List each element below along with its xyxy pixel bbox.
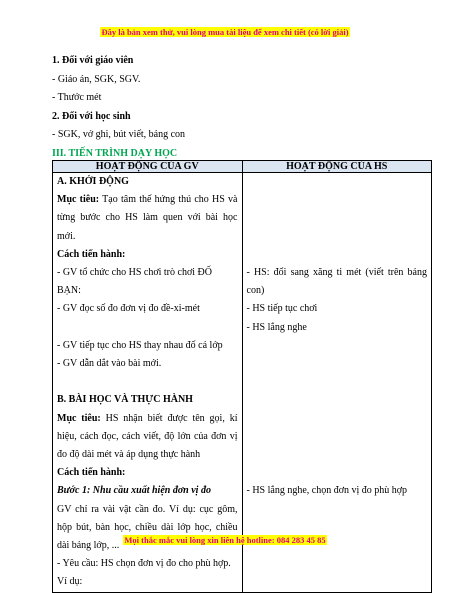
student-response: - HS tiếp tục chơi xyxy=(246,303,318,315)
step-line: - GV tổ chức cho HS chơi trò chơi ĐỐ BẠN: xyxy=(57,267,212,297)
blank-line xyxy=(247,173,428,191)
step-1-paragraph: GV chỉ ra vài vật cần đo. Ví dụ: cục gôm, hộp bút, bàn học, chiều dài lớp học, chiều dài bảng lớp, ... xyxy=(57,503,238,552)
procedure-label: Cách tiến hành: xyxy=(57,467,126,479)
step-line-spacer xyxy=(57,319,238,337)
preview-banner-text: Đây là bản xem thử, vui lòng mua tài liệu để xem chi tiết (có lời giải) xyxy=(101,27,349,37)
student-item: - SGK, vở ghi, bút viết, bảng con xyxy=(52,129,186,141)
blank-line xyxy=(247,391,428,409)
goal-label: Mục tiêu: xyxy=(57,412,101,424)
step-1-title: Bước 1: Nhu cầu xuất hiện đơn vị đo xyxy=(57,485,211,497)
header-teacher-activity: HOẠT ĐỘNG CỦA GV xyxy=(53,161,243,173)
blank-line xyxy=(247,428,428,446)
section-b-heading: B. BÀI HỌC VÀ THỰC HÀNH xyxy=(57,394,193,406)
hotline-text: Mọi thắc mắc vui lòng xin liên hệ hotline: 084 283 45 85 xyxy=(124,535,326,545)
teacher-activity-cell xyxy=(53,173,243,593)
blank-line xyxy=(247,228,428,246)
goal-text: HS nhận biết được tên gọi, kí hiệu, cách đọc, cách viết, độ lớn của đơn vị đo độ dài mét và áp dụng thực hành xyxy=(57,412,238,461)
blank-line xyxy=(247,246,428,264)
step-line: - GV đọc số đo đơn vị đo đề-xi-mét xyxy=(57,303,200,315)
student-response: - HS lắng nghe xyxy=(246,321,307,333)
blank-line xyxy=(247,337,428,355)
blank-line xyxy=(247,446,428,464)
student-heading: 2. Đối với học sinh xyxy=(52,110,131,122)
hotline-footer xyxy=(0,535,450,545)
teacher-item: - Giáo án, SGK, SGV. xyxy=(52,73,141,85)
step-1-request: - Yêu cầu: HS chọn đơn vị đo cho phù hợp. xyxy=(57,558,231,570)
example-label: Ví dụ: xyxy=(57,576,83,588)
teacher-heading: 1. Đối với giáo viên xyxy=(52,55,134,66)
goal-text: Tạo tâm thế hứng thú cho HS và từng bước cho HS làm quen với bài học mới. xyxy=(57,194,238,242)
lesson-activity-table xyxy=(52,160,432,593)
student-response: - HS: đổi sang xăng ti mét (viết trên bảng con) xyxy=(246,266,427,297)
procedure-label: Cách tiến hành: xyxy=(57,248,126,260)
blank-line xyxy=(247,355,428,373)
section-a-heading: A. KHỞI ĐỘNG xyxy=(57,176,129,187)
blank-line xyxy=(247,410,428,428)
blank-line xyxy=(247,209,428,227)
preview-banner xyxy=(0,27,450,37)
section-b-goal xyxy=(57,410,238,465)
step-line: - GV dẫn dắt vào bài mới. xyxy=(57,358,162,370)
table-header-row xyxy=(53,161,432,173)
teacher-item: - Thước mét xyxy=(52,92,102,104)
step-line: - GV tiếp tục cho HS thay nhau đố cả lớp xyxy=(57,339,223,351)
goal-label: Mục tiêu: xyxy=(57,194,100,206)
student-activity-cell xyxy=(242,173,432,593)
section-heading: III. TIẾN TRÌNH DẠY HỌC xyxy=(52,147,178,159)
header-student-activity: HOẠT ĐỘNG CỦA HS xyxy=(242,161,432,173)
blank-line xyxy=(247,191,428,209)
table-row xyxy=(53,173,432,593)
preparation-section xyxy=(52,52,432,164)
blank-line xyxy=(247,373,428,391)
student-response: - HS lắng nghe, chọn đơn vị đo phù hợp xyxy=(246,485,408,497)
section-a-goal xyxy=(57,191,238,246)
blank-line xyxy=(247,464,428,482)
blank-line xyxy=(57,373,238,391)
